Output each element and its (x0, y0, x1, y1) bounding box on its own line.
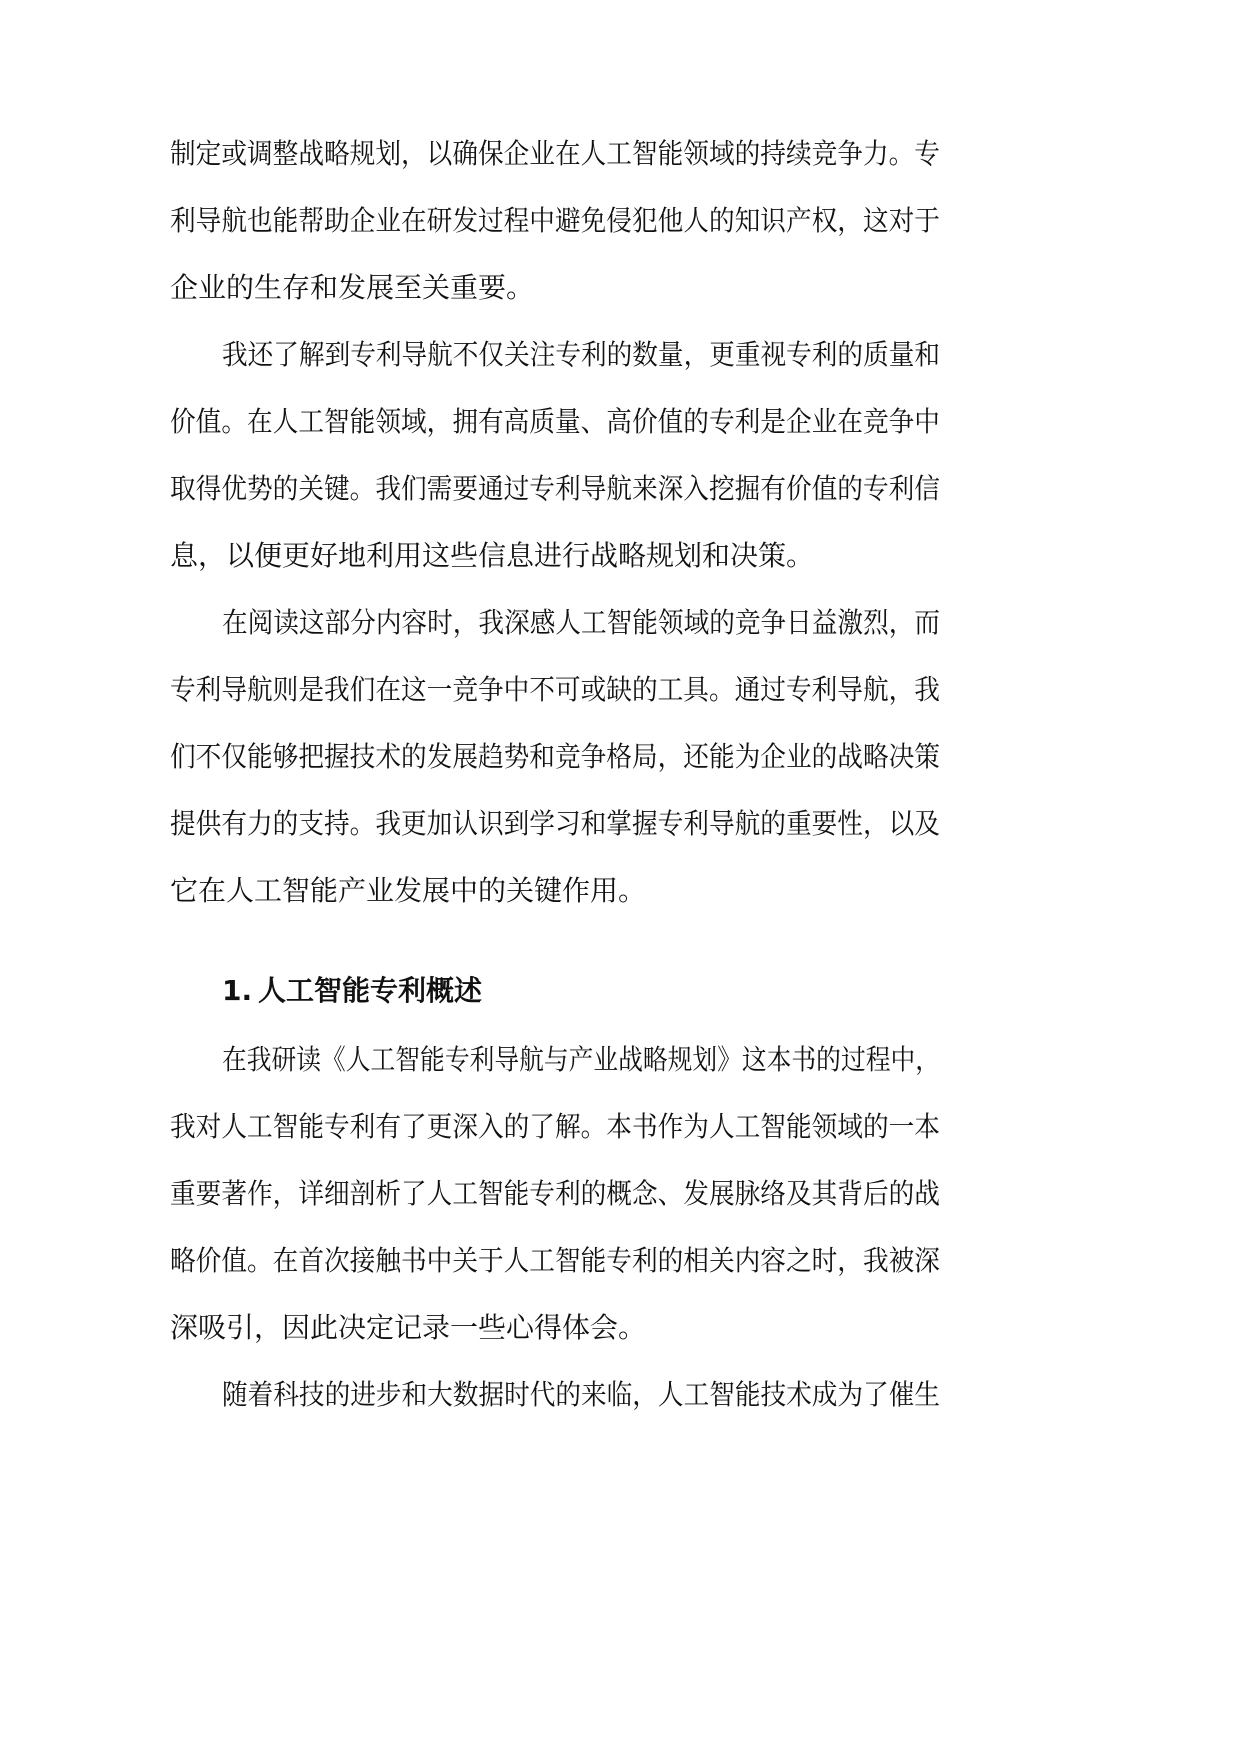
line-text: 制定或调整战略规划，以确保企业在人工智能领域的持续竞争力。专 (170, 137, 940, 170)
line-text: 取得优势的关键。我们需要通过专利导航来深入挖掘有价值的专利信 (170, 472, 940, 505)
line-text: 深吸引，因此决定记录一些心得体会。 (170, 1311, 647, 1344)
text-line (0, 670, 1241, 710)
heading-title: 人工智能专利概述 (258, 974, 483, 1007)
line-text: 价值。在人工智能领域，拥有高质量、高价值的专利是企业在竞争中 (170, 405, 940, 438)
line-text: 在我研读《人工智能专利导航与产业战略规划》这本书的过程中， (222, 1043, 940, 1076)
text-line (0, 469, 1241, 509)
heading-number: 1. (222, 974, 253, 1007)
line-text: 在阅读这部分内容时，我深感人工智能领域的竞争日益激烈，而 (222, 606, 941, 639)
text-line (0, 335, 1241, 375)
text-line (0, 603, 1241, 643)
text-line (0, 1308, 1241, 1348)
text-line (0, 737, 1241, 777)
line-text: 随着科技的进步和大数据时代的来临，人工智能技术成为了催生 (222, 1378, 941, 1411)
text-line (0, 804, 1241, 844)
text-line (0, 1107, 1241, 1147)
line-text: 我还了解到专利导航不仅关注专利的数量，更重视专利的质量和 (222, 338, 941, 371)
text-line (0, 1174, 1241, 1214)
text-line (0, 268, 1241, 308)
line-text: 我对人工智能专利有了更深入的了解。本书作为人工智能领域的一本 (170, 1110, 940, 1143)
text-line (0, 536, 1241, 576)
text-line (0, 1375, 1241, 1415)
section-heading (0, 971, 1241, 1011)
line-text: 企业的生存和发展至关重要。 (170, 271, 535, 304)
text-line (0, 871, 1241, 911)
line-text: 息，以便更好地利用这些信息进行战略规划和决策。 (170, 539, 815, 572)
text-line (0, 134, 1241, 174)
line-text: 略价值。在首次接触书中关于人工智能专利的相关内容之时，我被深 (170, 1244, 940, 1277)
text-line (0, 201, 1241, 241)
text-line (0, 1241, 1241, 1281)
line-text: 它在人工智能产业发展中的关键作用。 (170, 874, 647, 907)
text-line (0, 1040, 1241, 1080)
line-text: 提供有力的支持。我更加认识到学习和掌握专利导航的重要性，以及 (170, 807, 940, 840)
line-text: 利导航也能帮助企业在研发过程中避免侵犯他人的知识产权，这对于 (170, 204, 940, 237)
line-text: 们不仅能够把握技术的发展趋势和竞争格局，还能为企业的战略决策 (170, 740, 940, 773)
line-text: 重要著作，详细剖析了人工智能专利的概念、发展脉络及其背后的战 (170, 1177, 940, 1210)
line-text: 专利导航则是我们在这一竞争中不可或缺的工具。通过专利导航，我 (170, 673, 940, 706)
text-line (0, 402, 1241, 442)
